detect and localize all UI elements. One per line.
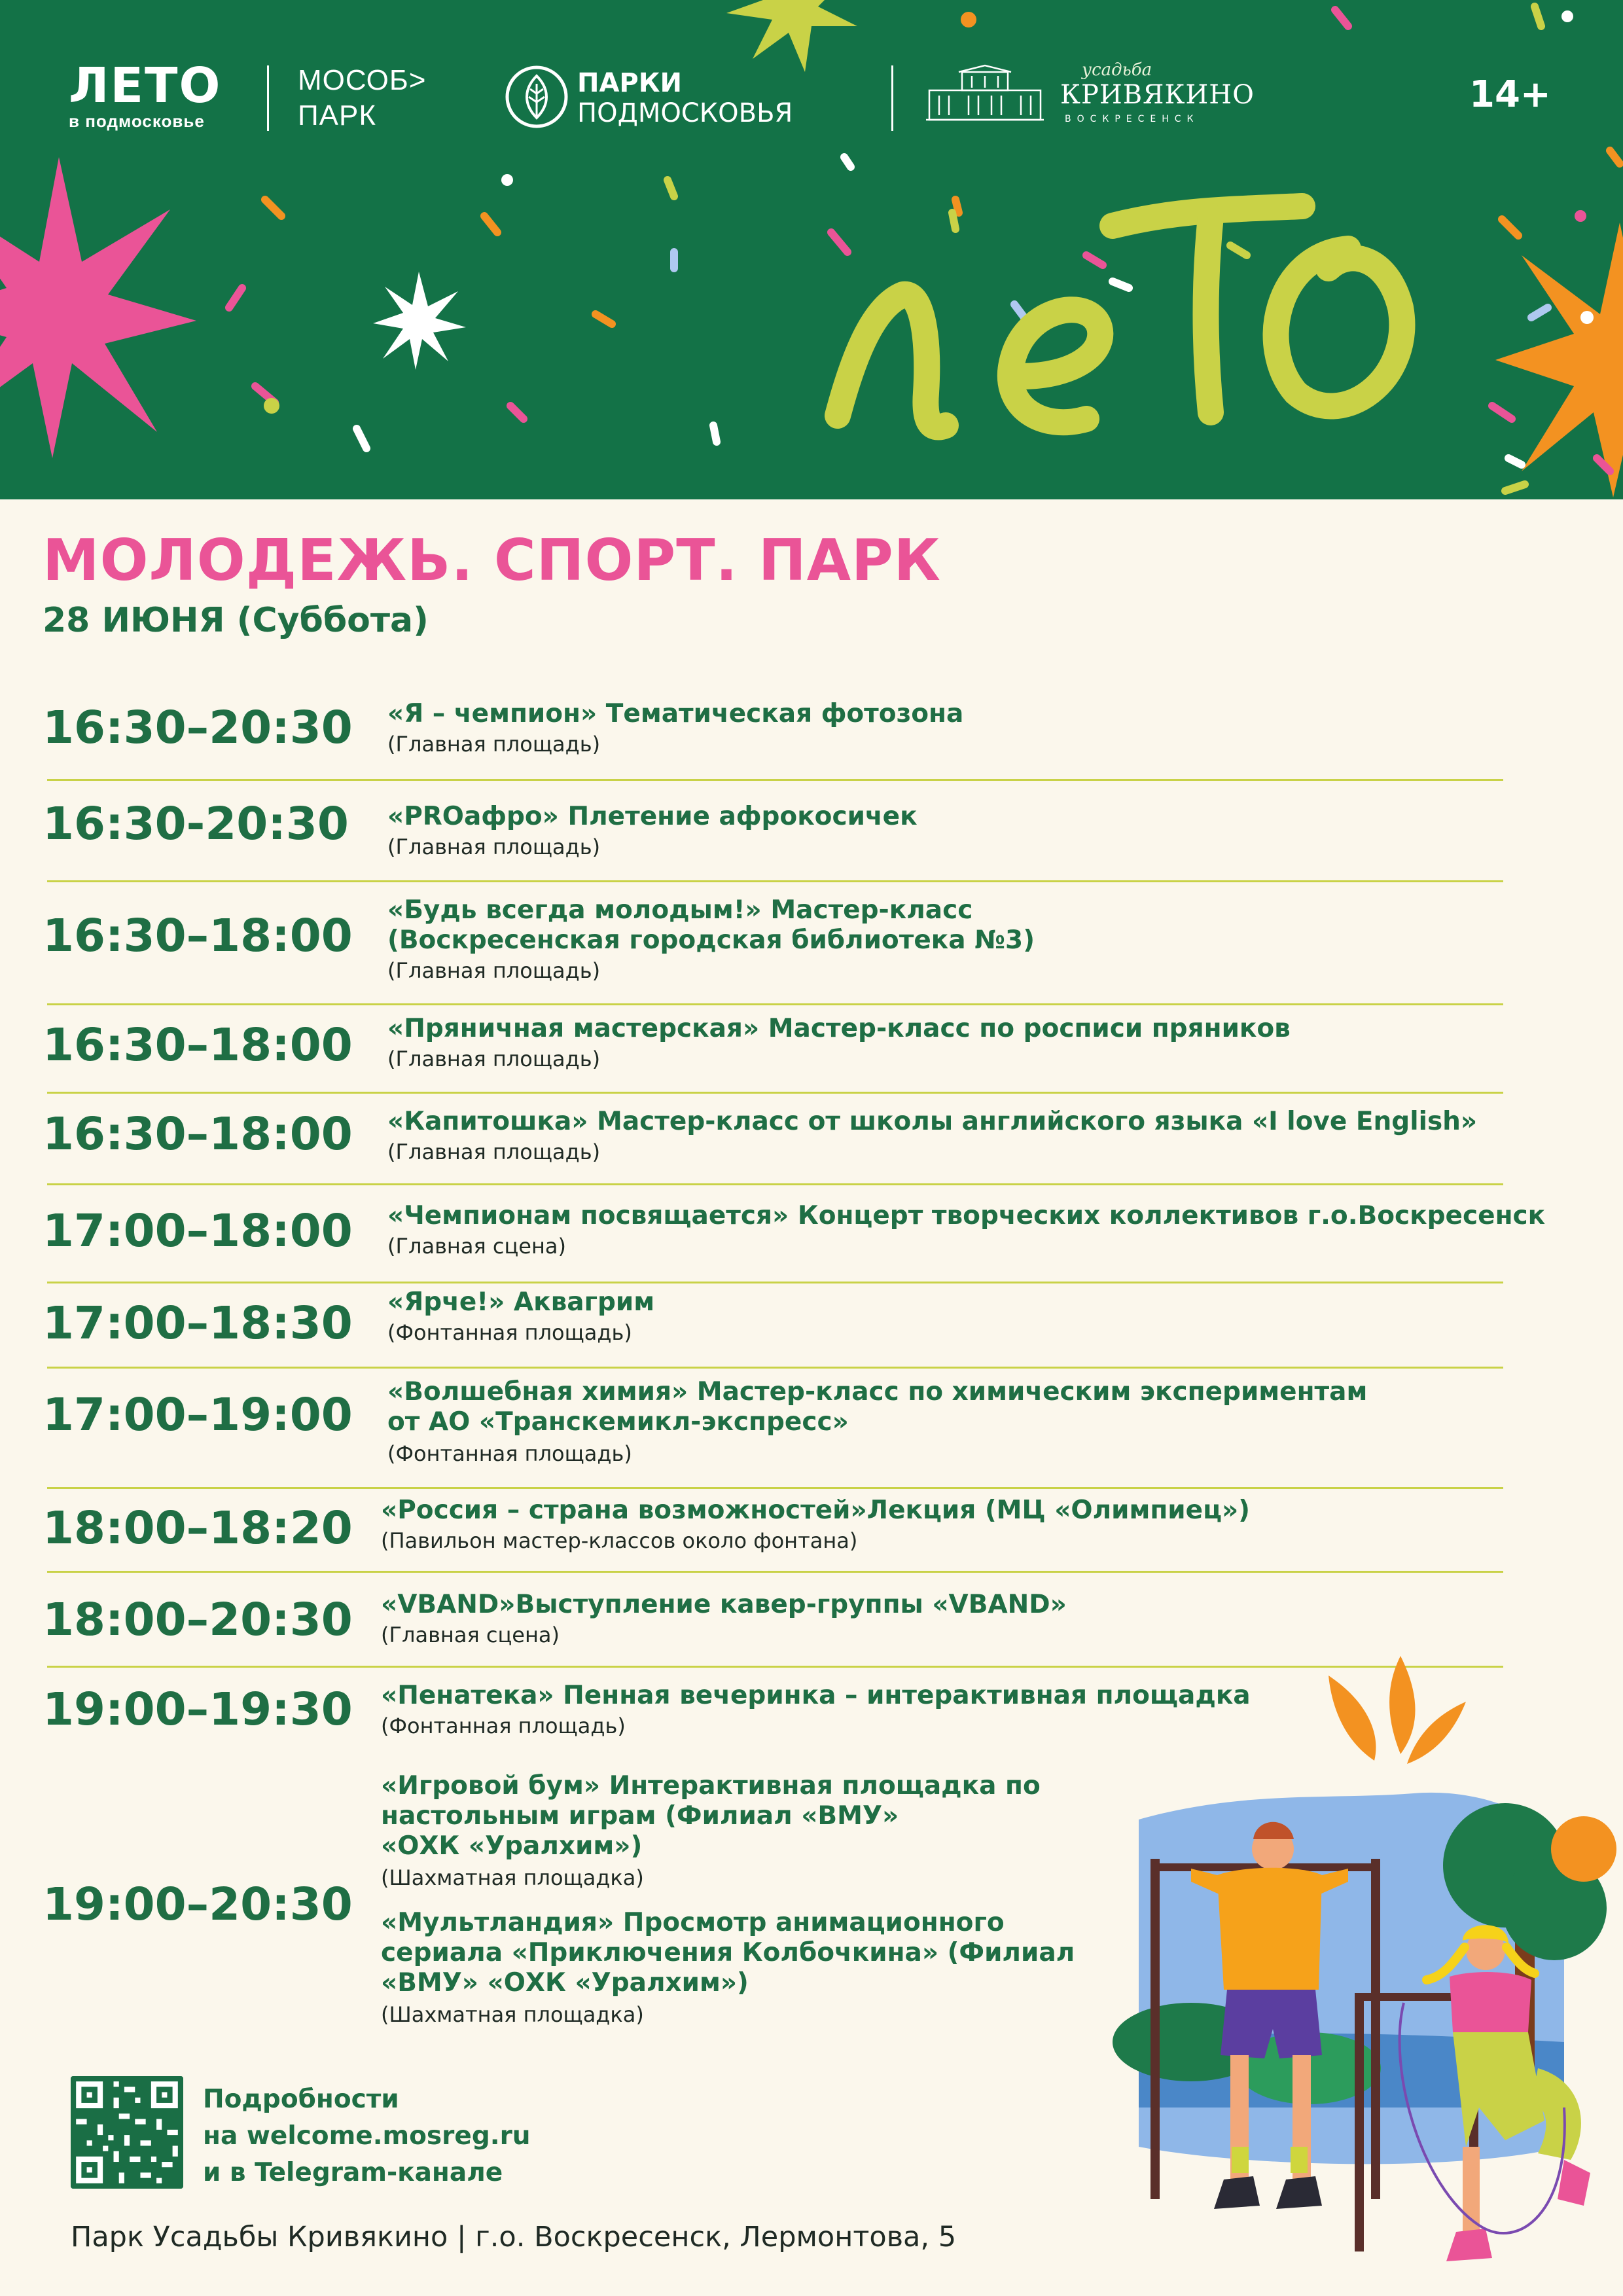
usadba-script-text: усадьба	[1082, 60, 1152, 80]
event-title: «Волшебная химия» Мастер-класс по химическим экспериментам	[387, 1377, 1368, 1407]
event-location: (Шахматная площадка)	[381, 1865, 644, 1890]
event-title: «VBAND»Выступление кавер-группы «VBAND»	[381, 1590, 1067, 1619]
header-banner	[0, 0, 1623, 499]
row-divider	[47, 779, 1503, 781]
row-divider	[47, 1183, 1503, 1185]
event-location: (Главная площадь)	[387, 958, 601, 983]
event-title: «Россия – страна возможностей»Лекция (МЦ «Олимпиец»)	[381, 1496, 1250, 1525]
event-location: (Главная сцена)	[387, 1234, 566, 1259]
event-date: 28 ИЮНЯ (Суббота)	[43, 601, 429, 640]
event-title: «Пенатека» Пенная вечеринка – интерактивная площадка	[381, 1681, 1251, 1710]
manor-building-icon	[926, 64, 1044, 123]
venue-address: Парк Усадьбы Кривякино | г.о. Воскресенск, Лермонтова, 5	[71, 2221, 957, 2253]
mosobpark-line2: ПАРК	[298, 99, 376, 132]
event-location: (Павильон мастер-классов около фонтана)	[381, 1528, 858, 1553]
logo-divider	[267, 65, 269, 131]
event-title: «PROафро» Плетение афрокосичек	[387, 802, 918, 831]
event-title: «Игровой бум» Интерактивная площадка по	[381, 1771, 1041, 1801]
sport-illustration	[1113, 1649, 1623, 2296]
row-divider	[47, 880, 1503, 882]
qr-code[interactable]	[71, 2076, 183, 2189]
usadba-krivyakino-logo	[926, 60, 1255, 132]
parki-podmoskovya-logo	[504, 64, 870, 136]
info-line: Подробности	[203, 2085, 399, 2114]
event-time: 16:30-20:30	[43, 798, 349, 850]
event-title-line2: (Воскресенская городская библиотека №3)	[387, 925, 1035, 955]
page-title: МОЛОДЕЖЬ. СПОРТ. ПАРК	[43, 527, 941, 594]
event-location: (Фонтанная площадь)	[387, 1320, 632, 1345]
usadba-name: КРИВЯКИНО	[1060, 80, 1255, 110]
leto-logo-subtext: в подмосковье	[69, 111, 205, 131]
event-time: 16:30–18:00	[43, 1019, 353, 1071]
event-title-line2: настольным играм (Филиал «ВМУ»	[381, 1801, 899, 1831]
usadba-city: ВОСКРЕСЕНСК	[1065, 114, 1200, 124]
event-title-line3: «ОХК «Уралхим»)	[381, 1831, 643, 1861]
event-time: 17:00–18:00	[43, 1205, 353, 1257]
event-location: (Шахматная площадка)	[381, 2002, 644, 2027]
event-title-line3: «ВМУ» «ОХК «Уралхим»)	[381, 1968, 749, 1998]
row-divider	[47, 1282, 1503, 1283]
event-title: «Я – чемпион» Тематическая фотозона	[387, 699, 964, 728]
leaf-icon	[504, 64, 569, 130]
event-time: 16:30–18:00	[43, 1108, 353, 1160]
event-location: (Главная площадь)	[387, 1047, 601, 1071]
parki-logo-line1: ПАРКИ	[577, 68, 682, 98]
row-divider	[47, 1367, 1503, 1369]
event-title: «Чемпионам посвящается» Концерт творческих коллективов г.о.Воскресенск	[387, 1201, 1546, 1230]
event-title: «Пряничная мастерская» Мастер-класс по росписи пряников	[387, 1014, 1291, 1043]
event-title: «Будь всегда молодым!» Мастер-класс	[387, 895, 973, 925]
event-location: (Главная площадь)	[387, 1139, 601, 1164]
event-time: 19:00–20:30	[43, 1878, 353, 1931]
event-time: 19:00–19:30	[43, 1683, 353, 1736]
logo-divider	[891, 65, 893, 131]
event-location: (Главная площадь)	[387, 834, 601, 859]
event-location: (Фонтанная площадь)	[381, 1713, 626, 1738]
event-time: 16:30–18:00	[43, 910, 353, 962]
parki-logo-line2: ПОДМОСКОВЬЯ	[577, 98, 793, 128]
event-title-line2: сериала «Приключения Колбочкина» (Филиал	[381, 1938, 1075, 1967]
event-time: 18:00–18:20	[43, 1502, 353, 1554]
leto-logo	[69, 60, 221, 131]
event-time: 16:30–20:30	[43, 702, 353, 754]
info-line-website[interactable]: на welcome.mosreg.ru	[203, 2121, 531, 2151]
event-title-line2: от АО «Транскемикл-экспресс»	[387, 1407, 849, 1437]
event-location: (Главная сцена)	[381, 1623, 560, 1647]
info-line-telegram[interactable]: и в Telegram-канале	[203, 2158, 503, 2187]
event-title: «Капитошка» Мастер-класс от школы английского языка «I love English»	[387, 1107, 1478, 1136]
row-divider	[47, 1092, 1503, 1094]
mosobpark-line1: МОСОБ>	[298, 64, 427, 96]
row-divider	[47, 1487, 1503, 1489]
more-info-text	[203, 2081, 531, 2191]
age-rating-badge: 14+	[1469, 73, 1551, 116]
leto-logo-text: ЛЕТО	[69, 58, 222, 114]
row-divider	[47, 1003, 1503, 1005]
event-location: (Главная площадь)	[387, 732, 601, 757]
event-time: 17:00–19:00	[43, 1389, 353, 1441]
row-divider	[47, 1571, 1503, 1573]
event-time: 17:00–18:30	[43, 1297, 353, 1350]
mosobpark-logo	[298, 63, 426, 134]
event-time: 18:00–20:30	[43, 1594, 353, 1646]
event-location: (Фонтанная площадь)	[387, 1441, 632, 1466]
event-title: «Ярче!» Аквагрим	[387, 1287, 655, 1317]
event-title: «Мультландия» Просмотр анимационного	[381, 1908, 1005, 1937]
